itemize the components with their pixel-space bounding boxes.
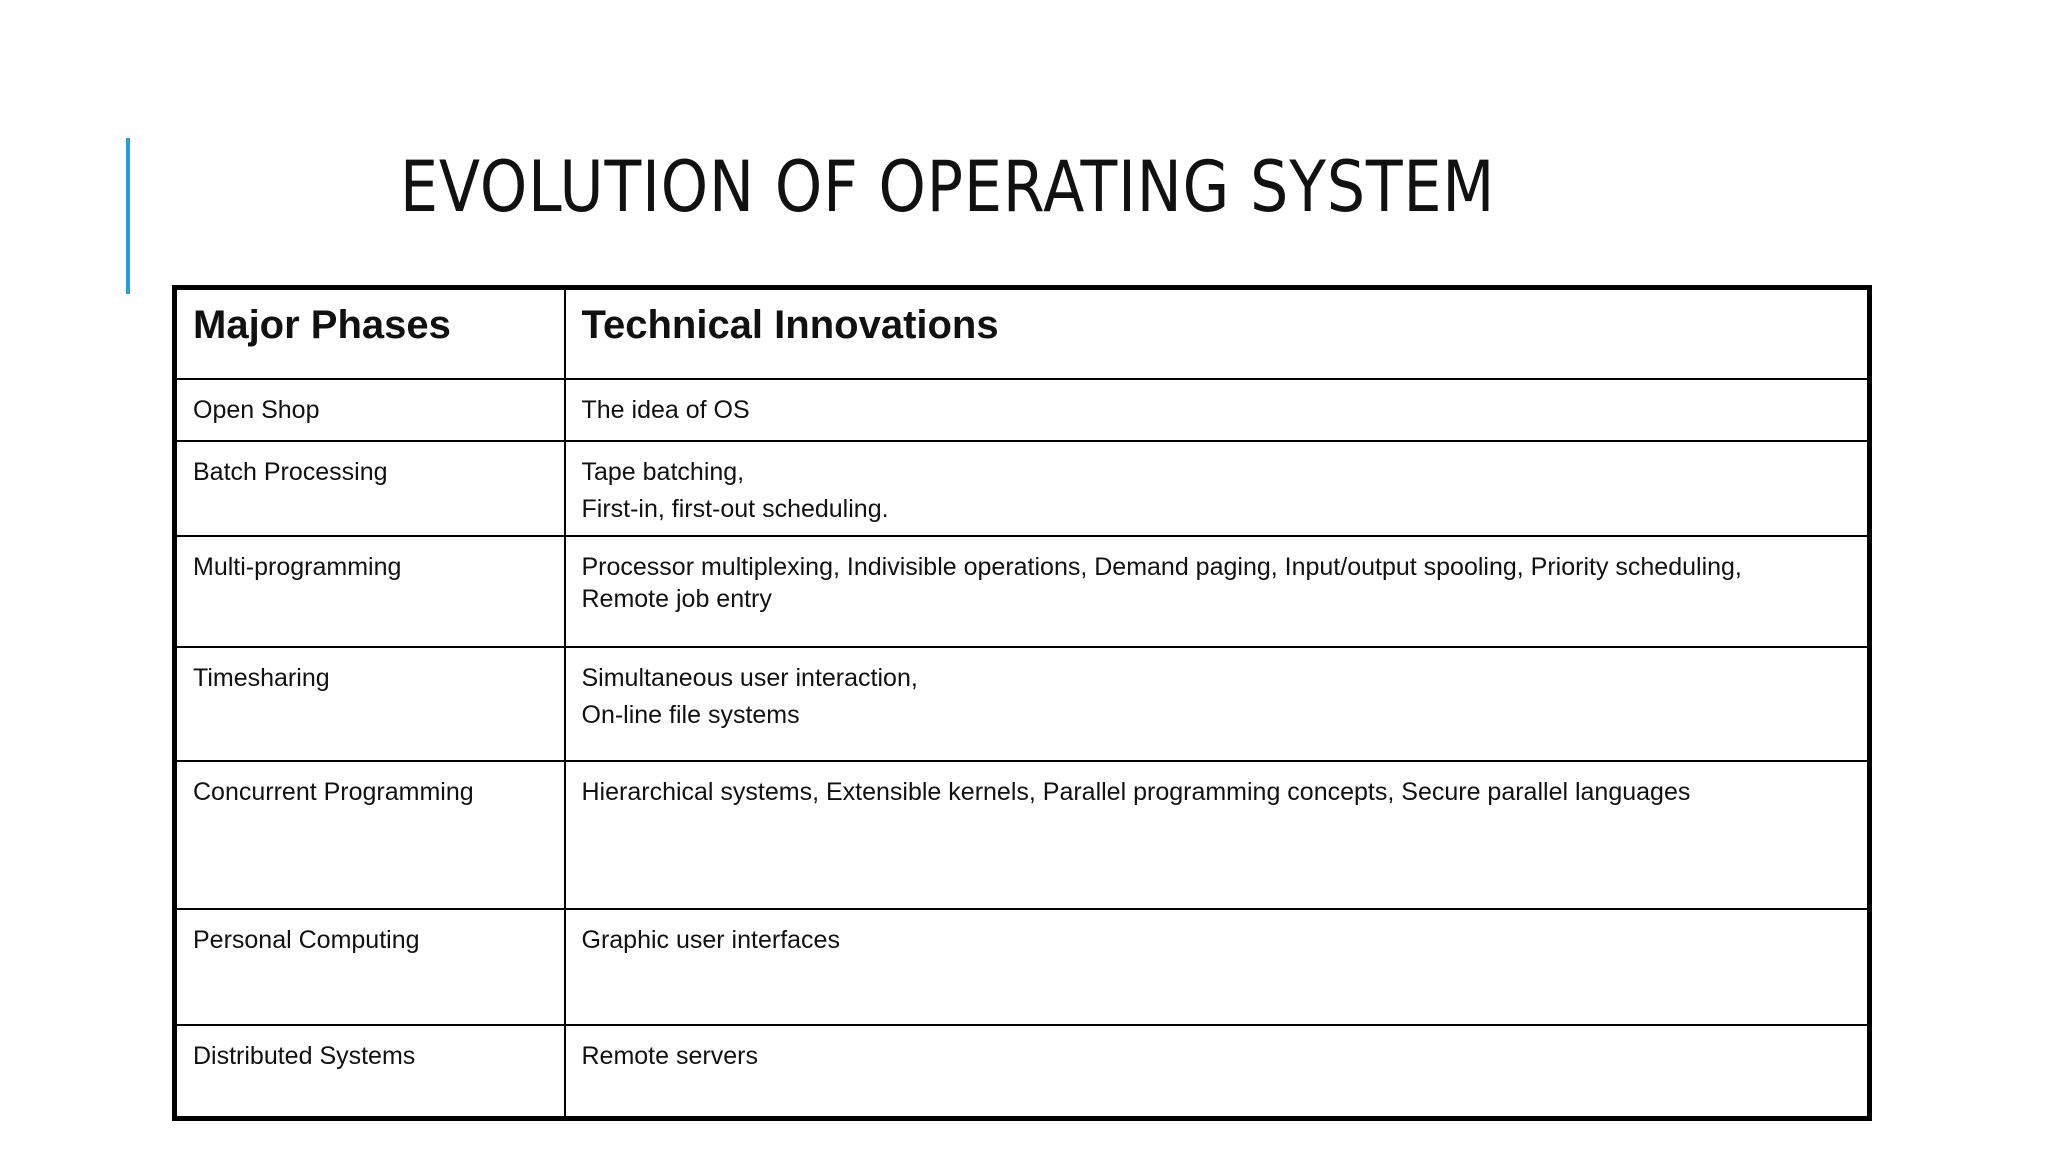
- innovation-line: Processor multiplexing, Indivisible operations, Demand paging, Input/output spooling, Priority scheduling,: [581, 552, 1742, 581]
- table-row: [175, 647, 1870, 761]
- table-row: [175, 536, 1870, 647]
- innovation-line: Simultaneous user interaction,: [581, 663, 918, 692]
- innovations-cell: [565, 441, 1870, 536]
- phase-cell: Open Shop: [175, 379, 565, 441]
- innovation-line: Remote job entry: [581, 584, 772, 613]
- table-row: [175, 909, 1870, 1025]
- table-row: [175, 441, 1870, 536]
- title-accent-bar: [126, 138, 130, 294]
- phase-cell: Batch Processing: [175, 441, 565, 536]
- innovations-cell: [565, 761, 1870, 909]
- phases-table: [172, 285, 1872, 1121]
- header-technical-innovations: Technical Innovations: [565, 288, 1870, 379]
- phase-cell: Concurrent Programming: [175, 761, 565, 909]
- phase-cell: Timesharing: [175, 647, 565, 761]
- phase-cell: Personal Computing: [175, 909, 565, 1025]
- innovations-cell: [565, 536, 1870, 647]
- header-major-phases: Major Phases: [175, 288, 565, 379]
- innovation-line: First-in, first-out scheduling.: [581, 494, 889, 523]
- innovations-cell: [565, 647, 1870, 761]
- innovation-line: The idea of OS: [581, 395, 750, 424]
- phase-cell: Distributed Systems: [175, 1025, 565, 1119]
- innovation-line: Graphic user interfaces: [581, 925, 840, 954]
- table-row: [175, 1025, 1870, 1119]
- innovation-line: Hierarchical systems, Extensible kernels, Parallel programming concepts, Secure parallel languages: [581, 777, 1691, 806]
- innovations-cell: [565, 1025, 1870, 1119]
- innovations-cell: [565, 909, 1870, 1025]
- innovation-line: On-line file systems: [581, 700, 800, 729]
- table-header-row: [175, 288, 1870, 379]
- slide-title: EVOLUTION OF OPERATING SYSTEM: [400, 146, 1496, 228]
- innovation-line: Tape batching,: [581, 457, 745, 486]
- table-row: [175, 379, 1870, 441]
- innovation-line: Remote servers: [581, 1041, 758, 1070]
- table-row: [175, 761, 1870, 909]
- phase-cell: Multi-programming: [175, 536, 565, 647]
- innovations-cell: [565, 379, 1870, 441]
